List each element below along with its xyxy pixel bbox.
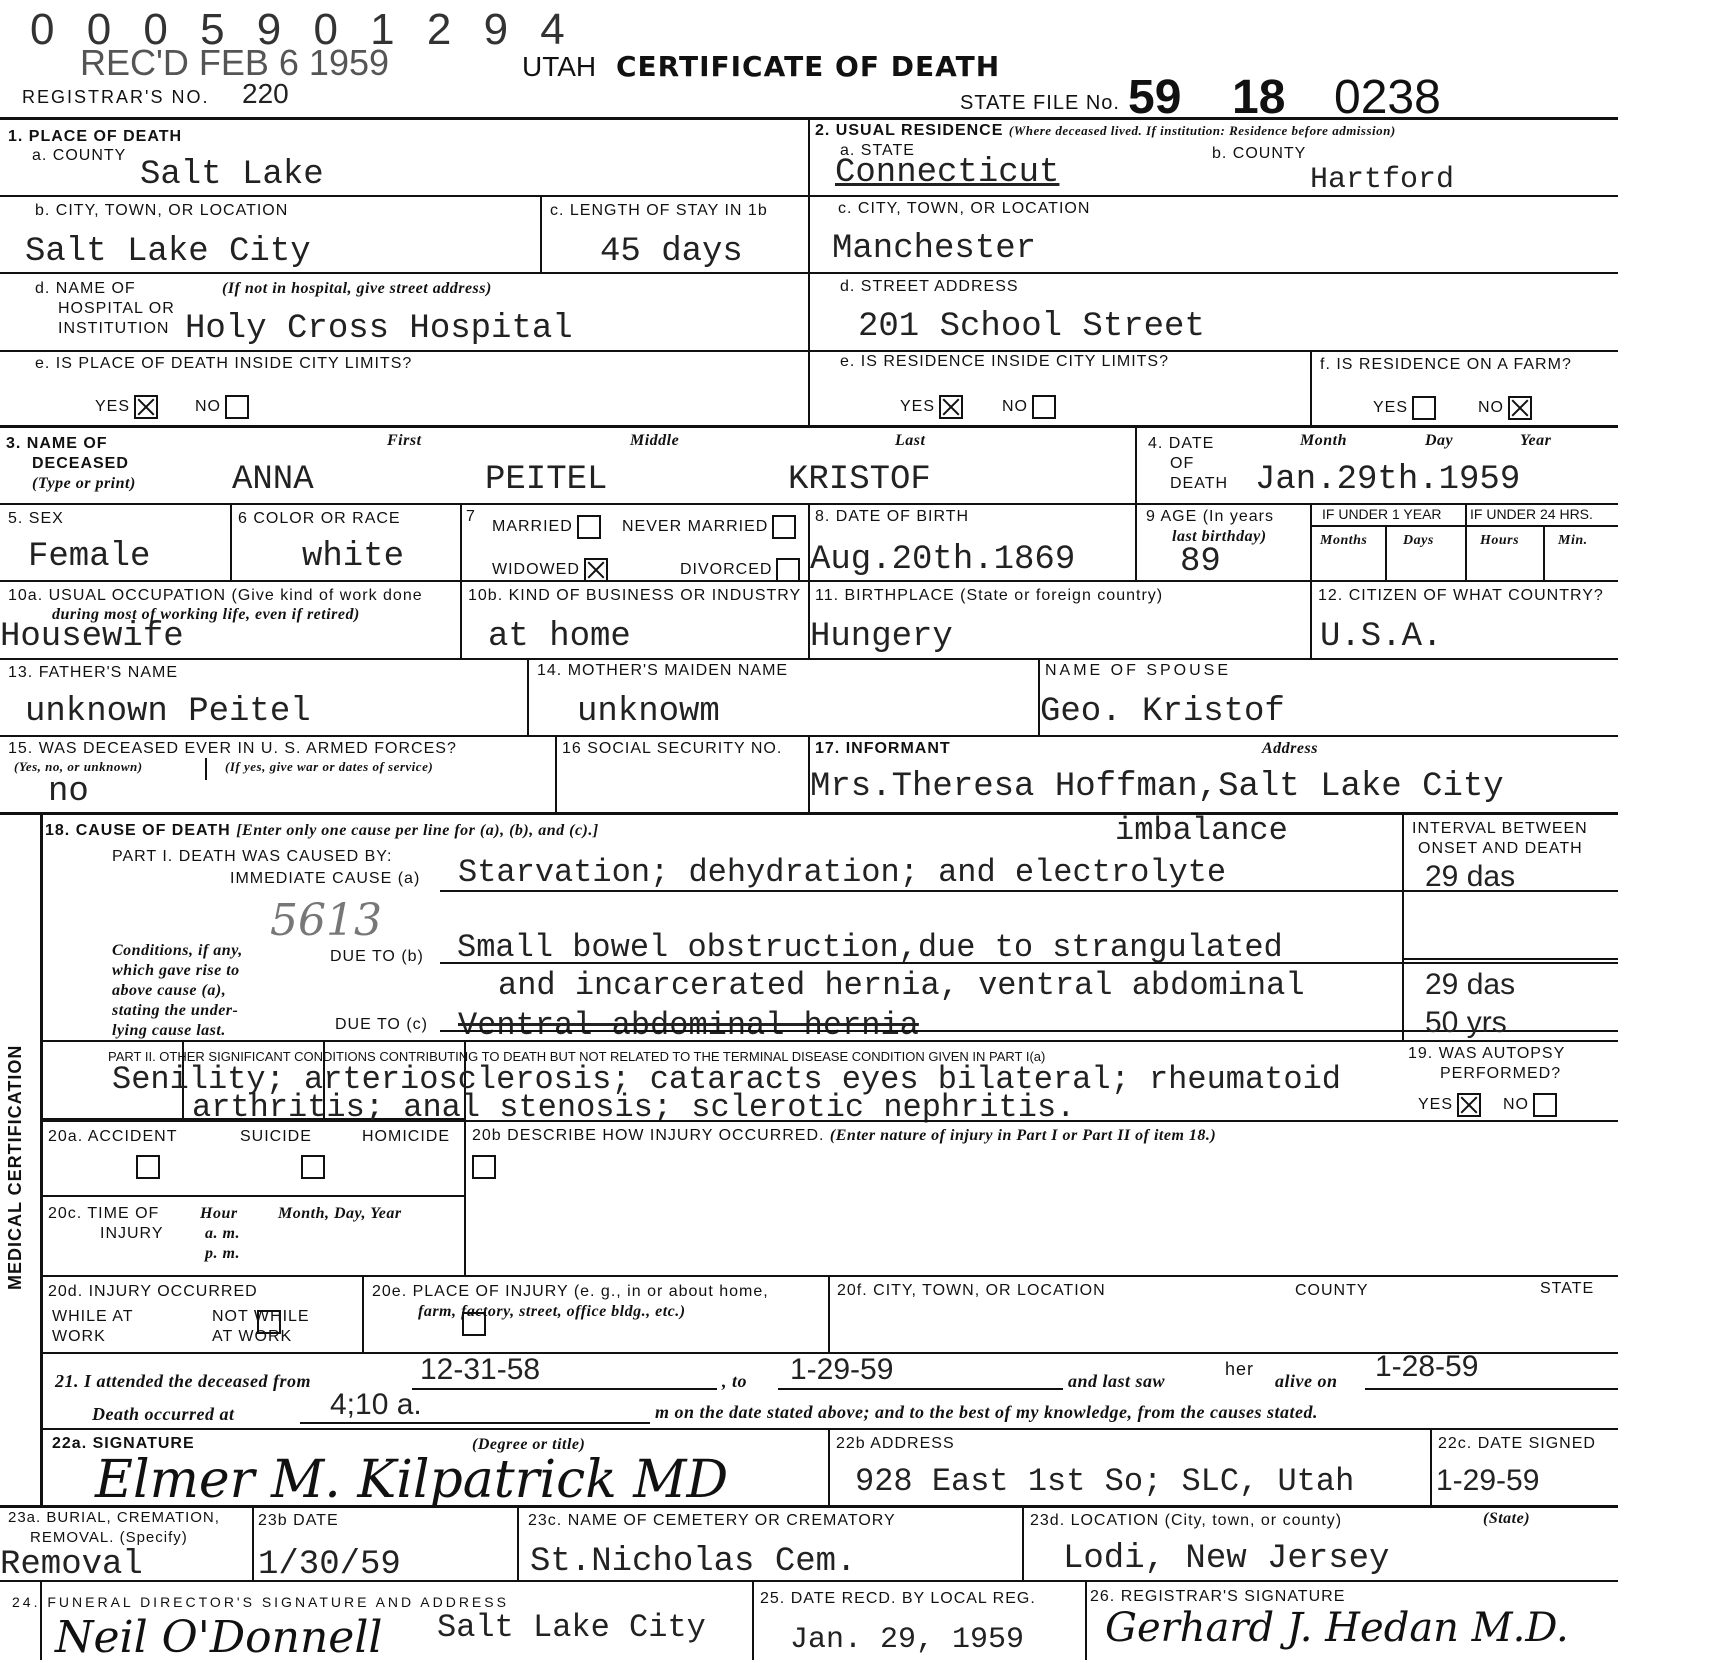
res-street: 201 School Street [858, 308, 1205, 346]
rule [460, 503, 462, 658]
hospital-label-2: HOSPITAL OR [58, 300, 175, 317]
race: white [302, 538, 405, 576]
state-file-no-c: 0238 [1334, 71, 1441, 124]
suicide-checkbox [301, 1155, 325, 1179]
not-work-1: NOT WHILE [212, 1308, 310, 1325]
accident-label: 20a. ACCIDENT [48, 1128, 178, 1145]
checkbox [1032, 395, 1056, 419]
marital-num: 7 [466, 508, 476, 525]
received-stamp: REC'D FEB 6 1959 [80, 42, 390, 83]
describe-injury-label: 20b DESCRIBE HOW INJURY OCCURRED. (Enter nature of injury in Part I or Part II of item 18.) [472, 1127, 1217, 1144]
occupation-label-1: 10a. USUAL OCCUPATION (Give kind of work done [8, 587, 423, 604]
stay-label: c. LENGTH OF STAY IN 1b [550, 202, 768, 219]
checkbox [776, 558, 800, 582]
physician-signature: Elmer M. Kilpatrick MD [95, 1450, 729, 1510]
occurred-label: Death occurred at [92, 1404, 235, 1424]
informant-label: 17. INFORMANT [815, 740, 951, 757]
farm-yes: YES [1373, 396, 1436, 420]
date-recd-label: 25. DATE RECD. BY LOCAL REG. [760, 1590, 1036, 1607]
burial-date: 1/30/59 [258, 1546, 401, 1584]
pm-label: p. m. [205, 1245, 240, 1262]
name-label-1: 3. NAME OF [6, 435, 108, 452]
rule [412, 1388, 717, 1390]
res-city: Manchester [832, 230, 1037, 268]
checkbox [225, 395, 249, 419]
first-label: First [387, 432, 422, 449]
due-to-b-line-1: Small bowel obstruction,due to strangulated [457, 929, 1283, 966]
checkbox-checked [134, 395, 158, 419]
while-work-1: WHILE AT [52, 1308, 134, 1325]
mother-label: 14. MOTHER'S MAIDEN NAME [537, 662, 789, 679]
her: her [1225, 1359, 1255, 1379]
rule [527, 658, 529, 735]
rule [1385, 525, 1387, 580]
place-of-death-label: 1. PLACE OF DEATH [8, 128, 183, 145]
part2-line-1: Senility; arteriosclerosis; cataracts eyes bilateral; rheumatoid [112, 1061, 1341, 1098]
race-label: 6 COLOR OR RACE [238, 510, 401, 527]
am-label: a. m. [205, 1225, 240, 1242]
interval-b: 29 das [1425, 968, 1516, 1001]
time-of-injury-label-1: 20c. TIME OF [48, 1205, 160, 1222]
due-to-c: Ventral abdominal hernia [458, 1007, 919, 1044]
months-label: Months [1320, 533, 1368, 548]
hour-label: Hour [200, 1205, 238, 1222]
homicide-label: HOMICIDE [362, 1128, 450, 1145]
pod-county: Salt Lake [140, 156, 324, 194]
min-label: Min. [1558, 533, 1588, 548]
pod-county-label: a. COUNTY [32, 147, 127, 164]
registrar-no-label: REGISTRAR'S NO. [22, 87, 210, 107]
place-of-injury-label-2: farm, factory, street, office bldg., etc.) [418, 1303, 686, 1320]
mother: unknowm [577, 693, 720, 731]
rule [205, 758, 207, 780]
sex: Female [28, 538, 151, 576]
cause-code: 5613 [270, 895, 382, 946]
while-work-2: WORK [52, 1328, 106, 1345]
checkbox [1533, 1093, 1557, 1117]
last-saw-label: and last saw [1068, 1371, 1166, 1391]
days-label: Days [1403, 533, 1434, 548]
rule [828, 1275, 830, 1352]
res-state: Connecticut [835, 154, 1060, 192]
cause-label: 18. CAUSE OF DEATH [Enter only one cause per line for (a), (b), and (c).] [45, 822, 599, 839]
death-time: 4;10 a. [330, 1388, 422, 1421]
middle-name: PEITEL [485, 461, 608, 499]
injury-city-label: 20f. CITY, TOWN, OR LOCATION [837, 1282, 1106, 1299]
rule [300, 1422, 650, 1424]
funeral-director-label: 24. FUNERAL DIRECTOR'S SIGNATURE AND ADDRESS [12, 1594, 509, 1610]
date-signed-label: 22c. DATE SIGNED [1438, 1435, 1596, 1452]
age-label-1: 9 AGE (In years [1146, 508, 1274, 525]
cemetery-label: 23c. NAME OF CEMETERY OR CREMATORY [528, 1512, 896, 1529]
immediate-cause-insert: imbalance [1115, 812, 1288, 849]
degree-label: (Degree or title) [472, 1436, 586, 1453]
rule [1402, 958, 1618, 960]
checkbox-checked [939, 395, 963, 419]
interval-a: 29 das [1425, 860, 1516, 893]
rule [1543, 525, 1545, 580]
top-serial-number: 0 0 0 5 9 0 1 2 9 4 [30, 5, 575, 54]
checkbox-checked [1457, 1093, 1481, 1117]
res-inside-city-no: NO [1002, 395, 1056, 419]
injury-state-label: STATE [1540, 1280, 1595, 1297]
farm-no: NO [1478, 396, 1532, 420]
widowed-option: WIDOWED [492, 558, 608, 582]
checkbox [1412, 396, 1436, 420]
time-of-injury-label-2: INJURY [100, 1225, 164, 1242]
part1-label: PART I. DEATH WAS CAUSED BY: [112, 848, 393, 865]
conditions-note-3: above cause (a), [112, 982, 227, 999]
rule [1365, 1388, 1618, 1390]
pod-city: Salt Lake City [25, 233, 311, 271]
signature-label: 22a. SIGNATURE [52, 1435, 195, 1452]
stay: 45 days [600, 233, 743, 271]
interval-c: 50 yrs [1425, 1006, 1507, 1039]
informant: Mrs.Theresa Hoffman,Salt Lake City [810, 768, 1504, 806]
farm-label: f. IS RESIDENCE ON A FARM? [1320, 356, 1572, 373]
married-option: MARRIED [492, 515, 601, 539]
father-label: 13. FATHER'S NAME [8, 664, 179, 681]
part2-line-2: arthritis; anal stenosis; sclerotic nephritis. [192, 1089, 1076, 1126]
burial-label-2: REMOVAL. (Specify) [30, 1529, 188, 1546]
state-file-no-b: 18 [1232, 71, 1286, 124]
homicide-checkbox [472, 1155, 496, 1179]
burial-label-1: 23a. BURIAL, CREMATION, [8, 1509, 220, 1526]
conditions-note-1: Conditions, if any, [112, 942, 243, 959]
burial-type: Removal [0, 1546, 143, 1584]
year-label: Year [1520, 432, 1552, 449]
alive-on: 1-28-59 [1375, 1350, 1479, 1383]
res-state-label: a. STATE [840, 142, 915, 159]
hospital: Holy Cross Hospital [185, 310, 573, 348]
rule [555, 735, 557, 812]
rule [1465, 503, 1467, 580]
autopsy-yes: YES [1418, 1093, 1481, 1117]
rule [828, 1428, 830, 1505]
registrar-signature-label: 26. REGISTRAR'S SIGNATURE [1090, 1588, 1346, 1605]
rule [40, 1195, 464, 1197]
birthplace-label: 11. BIRTHPLACE (State or foreign country) [815, 587, 1164, 604]
ssn-label: 16 SOCIAL SECURITY NO. [562, 740, 783, 757]
rule [40, 1580, 42, 1660]
interval-label-1: INTERVAL BETWEEN [1412, 820, 1588, 837]
immediate-cause-label: IMMEDIATE CAUSE (a) [230, 870, 421, 887]
armed-forces: no [48, 773, 89, 811]
injury-county-label: COUNTY [1295, 1282, 1369, 1299]
registrar-no: 220 [242, 78, 289, 109]
res-county-label: b. COUNTY [1212, 145, 1307, 162]
birthplace: Hungery [810, 618, 953, 656]
checkbox-checked [584, 558, 608, 582]
accident-checkbox [136, 1155, 160, 1179]
location-label: 23d. LOCATION (City, town, or county) [1030, 1512, 1343, 1529]
res-city-label: c. CITY, TOWN, OR LOCATION [838, 200, 1091, 217]
not-work-2: AT WORK [212, 1328, 293, 1345]
certificate-title: CERTIFICATE OF DEATH [616, 50, 1001, 83]
attended-to: 1-29-59 [790, 1353, 894, 1386]
age-label-2: last birthday) [1172, 528, 1267, 545]
res-county: Hartford [1310, 163, 1455, 197]
hospital-note: (If not in hospital, give street address) [222, 280, 492, 297]
hospital-label-3: INSTITUTION [58, 320, 170, 337]
rule [1310, 525, 1618, 527]
checkbox [577, 515, 601, 539]
divorced-option: DIVORCED [680, 558, 800, 582]
burial-location: Lodi, New Jersey [1063, 1540, 1390, 1578]
rule [0, 658, 1618, 660]
place-of-injury-label-1: 20e. PLACE OF INJURY (e. g., in or about home, [372, 1283, 769, 1300]
funeral-director-signature: Neil O'Donnell [55, 1612, 383, 1663]
name-label-3: (Type or print) [32, 475, 136, 492]
rule [540, 195, 542, 272]
armed-forces-sub-1: (Yes, no, or unknown) [14, 759, 143, 774]
middle-label: Middle [630, 432, 680, 449]
month-label: Month [1300, 432, 1347, 449]
rule [0, 812, 1618, 815]
rule [1310, 350, 1312, 425]
rule [752, 1580, 754, 1660]
occupation: Housewife [0, 618, 184, 656]
conditions-note-2: which gave rise to [112, 962, 240, 979]
state-file-label: STATE FILE No. [960, 92, 1120, 114]
res-inside-city-yes: YES [900, 395, 963, 419]
occurred-tail: m on the date stated above; and to the best of my knowledge, from the causes stated. [655, 1402, 1318, 1422]
immediate-cause: Starvation; dehydration; and electrolyte [458, 854, 1227, 891]
spouse-label: NAME OF SPOUSE [1045, 662, 1232, 679]
injury-occurred-label: 20d. INJURY OCCURRED [48, 1283, 258, 1300]
rule [1135, 425, 1137, 580]
registrar-signature: Gerhard J. Hedan M.D. [1105, 1605, 1569, 1651]
checkbox [772, 515, 796, 539]
certifier-address-label: 22b ADDRESS [836, 1435, 955, 1452]
rule [517, 1505, 519, 1580]
due-to-c-label: DUE TO (c) [335, 1016, 428, 1033]
spouse: Geo. Kristof [1040, 693, 1285, 731]
occupation-label-2: during most of working life, even if retired) [52, 606, 360, 623]
suicide-label: SUICIDE [240, 1128, 312, 1145]
location-state-label: (State) [1483, 1510, 1531, 1527]
state-file-no-a: 59 [1128, 71, 1182, 124]
rule [440, 962, 1618, 964]
residence-label: 2. USUAL RESIDENCE (Where deceased lived. If institution: Residence before admission) [815, 122, 1396, 139]
rule [362, 1275, 364, 1352]
title-state: UTAH [522, 51, 597, 82]
res-street-label: d. STREET ADDRESS [840, 278, 1019, 295]
autopsy-label-2: PERFORMED? [1440, 1065, 1562, 1082]
conditions-note-4: stating the under- [112, 1002, 239, 1019]
date-of-birth: Aug.20th.1869 [810, 541, 1076, 579]
armed-forces-sub-2: (If yes, give war or dates of service) [225, 759, 434, 774]
rule [0, 425, 1618, 428]
informant-address-label: Address [1262, 740, 1318, 757]
sex-label: 5. SEX [8, 510, 64, 527]
rule [808, 117, 810, 425]
rule [1022, 1505, 1024, 1580]
burial-date-label: 23b DATE [258, 1512, 339, 1529]
attended-from: 12-31-58 [420, 1353, 541, 1386]
attended-label: 21. I attended the deceased from [55, 1371, 311, 1391]
hours-label: Hours [1480, 533, 1520, 548]
rule [778, 1388, 1063, 1390]
rule [230, 503, 232, 580]
armed-forces-label: 15. WAS DECEASED EVER IN U. S. ARMED FORCES? [8, 740, 457, 757]
name-label-2: DECEASED [32, 455, 129, 472]
father: unknown Peitel [25, 693, 311, 731]
rule [1085, 1580, 1087, 1660]
hospital-label-1: d. NAME OF [35, 280, 136, 297]
never-married-option: NEVER MARRIED [622, 515, 796, 539]
rule [252, 1505, 254, 1580]
date-of-death: Jan.29th.1959 [1255, 461, 1521, 499]
rule [1402, 812, 1404, 1040]
pod-inside-city-no: NO [195, 395, 249, 419]
under-24-hrs-label: IF UNDER 24 HRS. [1470, 506, 1593, 522]
certifier-address: 928 East 1st So; SLC, Utah [855, 1463, 1355, 1500]
age: 89 [1180, 543, 1221, 581]
cemetery: St.Nicholas Cem. [530, 1543, 857, 1581]
last-name: KRISTOF [788, 461, 931, 499]
last-label: Last [895, 432, 926, 449]
rule [40, 812, 43, 1505]
under-1-year-label: IF UNDER 1 YEAR [1322, 506, 1442, 522]
dob-label: 8. DATE OF BIRTH [815, 508, 970, 525]
part2-label: PART II. OTHER SIGNIFICANT CONDITIONS CONTRIBUTING TO DEATH BUT NOT RELATED TO THE TERMINAL DISEASE CONDITION GIVEN IN PART I(a) [108, 1049, 1046, 1064]
due-to-b-label: DUE TO (b) [330, 948, 424, 965]
date-recd: Jan. 29, 1959 [790, 1623, 1025, 1657]
autopsy-no: NO [1503, 1093, 1557, 1117]
industry: at home [488, 618, 631, 656]
funeral-director-address: Salt Lake City [437, 1609, 706, 1646]
date-signed: 1-29-59 [1436, 1464, 1540, 1497]
alive-label: alive on [1275, 1371, 1338, 1391]
dod-label-1: 4. DATE [1148, 435, 1215, 452]
citizen-label: 12. CITIZEN OF WHAT COUNTRY? [1318, 587, 1604, 604]
rule [1430, 1428, 1432, 1505]
medical-certification-side-label: MEDICAL CERTIFICATION [5, 1044, 25, 1290]
dod-label-3: DEATH [1170, 475, 1229, 492]
mdy-label: Month, Day, Year [278, 1205, 402, 1222]
first-name: ANNA [232, 461, 314, 499]
to-label: , to [722, 1371, 748, 1391]
conditions-note-5: lying cause last. [112, 1022, 226, 1039]
res-inside-city-label: e. IS RESIDENCE INSIDE CITY LIMITS? [840, 353, 1169, 370]
pod-inside-city-label: e. IS PLACE OF DEATH INSIDE CITY LIMITS? [35, 355, 413, 372]
checkbox-checked [1508, 396, 1532, 420]
dod-label-2: OF [1170, 455, 1195, 472]
due-to-b-line-2: and incarcerated hernia, ventral abdominal [498, 967, 1305, 1004]
pod-inside-city-yes: YES [95, 395, 158, 419]
autopsy-label-1: 19. WAS AUTOPSY [1408, 1045, 1566, 1062]
rule [40, 1120, 1618, 1122]
pod-city-label: b. CITY, TOWN, OR LOCATION [35, 202, 289, 219]
interval-label-2: ONSET AND DEATH [1418, 840, 1583, 857]
day-label: Day [1425, 432, 1454, 449]
citizen: U.S.A. [1320, 618, 1443, 656]
industry-label: 10b. KIND OF BUSINESS OR INDUSTRY [468, 587, 802, 604]
